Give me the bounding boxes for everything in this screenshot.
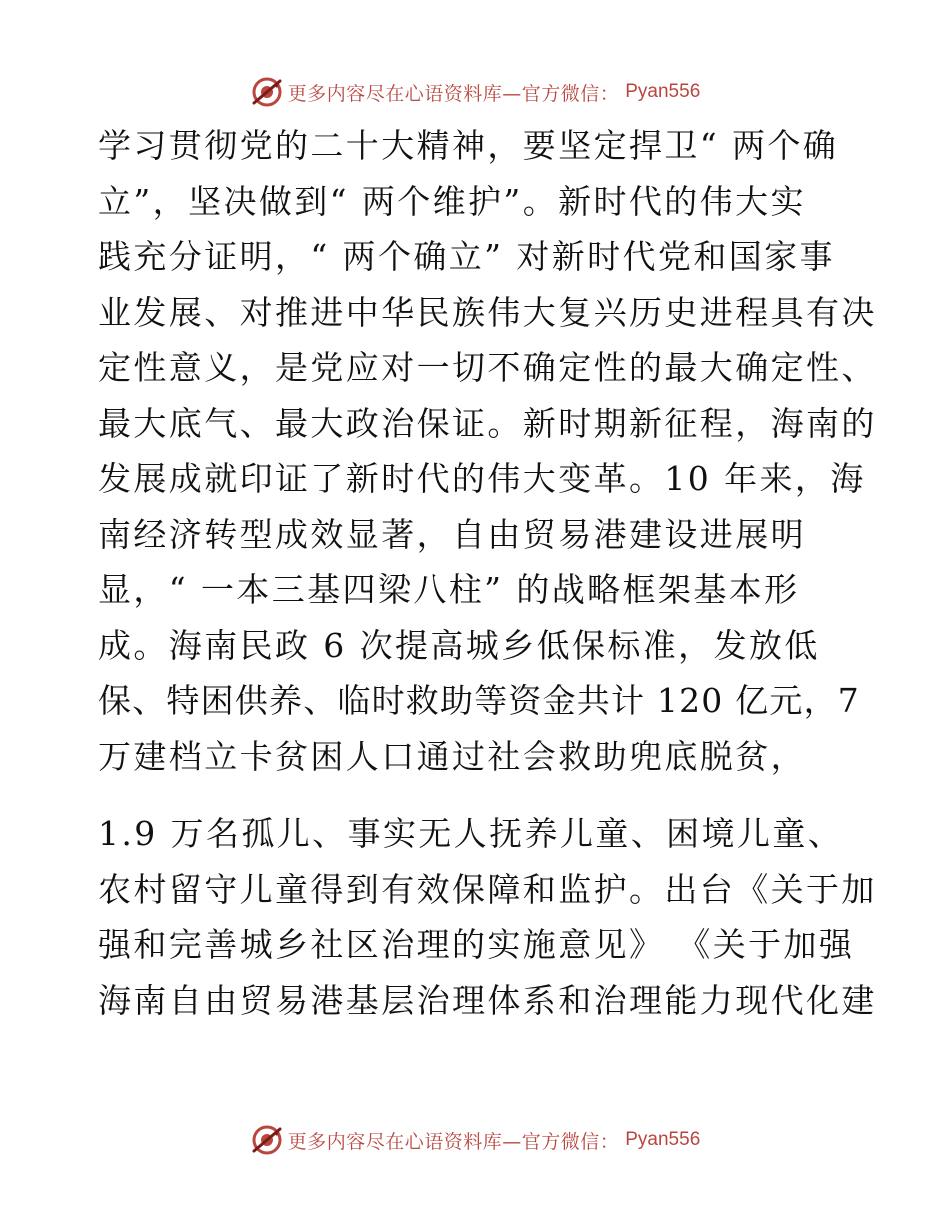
watermark-logo-icon [250,75,284,109]
watermark-wechat-id: Pyan556 [625,81,701,102]
text-line: 农村留守儿童得到有效保障和监护。出台《关于加 [98,869,877,909]
text-line: 立”，坚决做到“ 两个维护”。新时代的伟大实 [98,181,806,221]
document-body [98,118,877,1028]
text-line: 践充分证明，“ 两个确立” 对新时代党和国家事 [98,237,835,276]
text-line: 最大底气、最大政治保证。新时期新征程，海南的 [98,403,877,443]
watermark-logo-icon [250,1123,284,1157]
text-line: 业发展、对推进中华民族伟大复兴历史进程具有决 [98,292,877,332]
paragraph-2 [98,806,877,1028]
text-line: 显，“ 一本三基四梁八柱” 的战略框架基本形 [98,570,800,609]
text-line: 发展成就印证了新时代的伟大变革。10 年来，海 [98,459,866,498]
watermark-wechat-id: Pyan556 [625,1129,701,1150]
text-line: 定性意义，是党应对一切不确定性的最大确定性、 [98,348,877,387]
text-line: 学习贯彻党的二十大精神，要坚定捍卫“ 两个确 [98,126,839,165]
paragraph-gap [98,784,858,806]
watermark-text: 更多内容尽在心语资料库—官方微信： [287,82,620,105]
text-line: 保、特困供养、临时救助等资金共计 120 亿元，7 [98,681,860,720]
text-line: 万建档立卡贫困人口通过社会救助兜底脱贫， [98,736,806,776]
text-line: 1.9 万名孤儿、事实无人抚养儿童、困境儿童、 [98,814,844,853]
text-line: 南经济转型成效显著，自由贸易港建设进展明 [98,514,806,554]
paragraph-1 [98,118,877,784]
text-line: 海南自由贸易港基层治理体系和治理能力现代化建 [98,980,877,1020]
footer-watermark [0,1120,950,1160]
watermark-text: 更多内容尽在心语资料库—官方微信： [287,1130,620,1153]
text-line: 强和完善城乡社区治理的实施意见》 《关于加强 [98,925,855,964]
header-watermark [0,72,950,112]
text-line: 成。海南民政 6 次提高城乡低保标准，发放低 [98,625,820,665]
